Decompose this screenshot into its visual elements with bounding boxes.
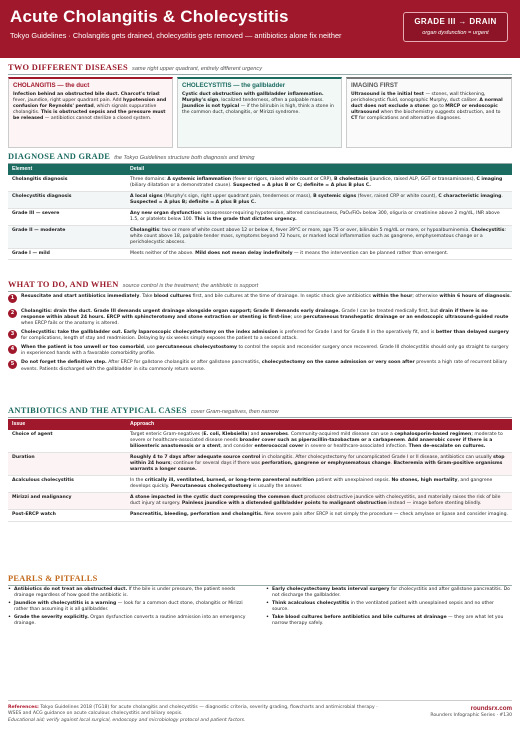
cholecystitis-body: Cystic duct obstruction with gallbladder inflammation. Murphy's sign, localized tenderness, often a palpable mass. Jaundice is not typical — if the bilirubin is high, think a stone in the common duct, cholangitis, or Mirizzi syndrome.: [182, 92, 334, 116]
row-detail: Any new organ dysfunction: vasopressor-requiring hypotension, altered consciousness, PaO₂/FiO₂ below 300, oliguria or creatinine above 2 mg/dL, INR above 1.5, or platelets below 100. This is the grade that dictates urgency.: [126, 209, 512, 226]
step-text: Resuscitate and start antibiotics immediately. Take blood cultures first, and bile cultures at the time of drainage. In septic shock give antibiotics within the hour; otherwise within 6 hours of diagnosis.: [21, 294, 512, 299]
column-header: Element: [8, 164, 126, 175]
section-diagnose: [8, 151, 512, 164]
imaging-body: Ultrasound is the initial test — stones, wall thickening, pericholecystic fluid, sonographic Murphy, duct caliber. A normal duct does not exclude a stone: go to MRCP or endoscopic ultrasound when the biochemistry suggests obstruction, and to CT for complications and alternative diagnoses.: [351, 92, 503, 122]
section-two-diseases: [8, 62, 512, 75]
series-label: Rounders Infographic Series · #130: [430, 713, 512, 719]
pearls-left-column: [8, 587, 254, 629]
section-antibiotics: [8, 405, 512, 418]
section-heading: TWO DIFFERENT DISEASES: [8, 63, 129, 72]
imaging-box: [346, 77, 512, 148]
table-row: [8, 226, 512, 249]
step-text: Do not forget the definitive step. After ERCP for gallstone cholangitis or after gallstone pancreatitis, cholecystectomy on the same admission or very soon after prevents a high rate of recurrent biliary events. Patients discharged with the gallbladder in situ commonly return worse.: [21, 360, 508, 372]
step-item: [8, 360, 512, 372]
section-note: cover Gram-negatives, then narrow: [190, 409, 279, 415]
step-item: [8, 345, 512, 357]
badge-main: GRADE III → DRAIN: [414, 17, 497, 26]
row-approach: A stone impacted in the cystic duct compressing the common duct produces obstructive jaundice with cholecystitis, and materially raises the risk of bile duct injury at surgery. Painless jaundice with a distended gallbladder points to malignant obstruction instead — image before stenting blindly.: [126, 493, 512, 510]
step-item: [8, 309, 512, 327]
column-header: Issue: [8, 419, 126, 430]
table-row: [8, 175, 512, 192]
pearl-item: • Jaundice with cholecystitis is a warning — look for a common duct stone, cholangitis or Mirizzi rather than assuming it is all gallbladder.: [8, 601, 243, 613]
row-element: Grade II — moderate: [8, 226, 126, 249]
row-element: Cholecystitis diagnosis: [8, 191, 126, 208]
row-detail: Meets neither of the above. Mild does not mean delay indefinitely — it means the intervention can be planned rather than emergent.: [126, 249, 512, 260]
row-issue: Duration: [8, 453, 126, 476]
references-text: Tokyo Guidelines 2018 (TG18) for acute cholangitis and cholecystitis — diagnostic criteria, severity grading, flowcharts and antimicrobial therapy · WSES and ACG guidance on acute calculous cholecystitis and biliary sepsis.: [8, 705, 378, 717]
row-issue: Post-ERCP watch: [8, 510, 126, 521]
row-issue: Choice of agent: [8, 430, 126, 453]
section-note: same right upper quadrant, entirely different urgency: [132, 66, 262, 72]
imaging-title: IMAGING FIRST: [351, 82, 398, 89]
section-heading: ANTIBIOTICS AND THE ATYPICAL CASES: [8, 406, 187, 415]
cholangitis-title: CHOLANGITIS — the duct: [13, 82, 90, 89]
bullet-icon: •: [266, 601, 269, 607]
bullet-icon: •: [8, 587, 11, 592]
table-row: [8, 476, 512, 493]
pearls-right-column: [266, 587, 512, 629]
table-row: [8, 209, 512, 226]
cholangitis-body: Infection behind an obstructed bile duct. Charcot's triad: fever, jaundice, right upper quadrant pain. Add hypotension and confusion for Reynolds' pentad, which signals suppurative cholangitis. This is obstructed sepsis and the pressure must be released — antibiotics cannot sterilize a closed system.: [13, 92, 167, 122]
step-text: Cholecystitis: take the gallbladder out. Early laparoscopic cholecystectomy on the index admission is preferred for Grade I and for Grade II in the operatively fit, and is better than delayed surgery for complications, length of stay and readmission. Delaying by six weeks simply exposes the patient to a second attack.: [21, 330, 509, 342]
step-item: [8, 330, 512, 342]
section-what-to-do: [8, 279, 512, 292]
page-title: Acute Cholangitis & Cholecystitis: [10, 7, 289, 26]
row-approach: In the critically ill, ventilated, burned, or long-term parenteral nutrition patient with unexplained sepsis. No stones, high mortality, and gangrene develops quickly. Percutaneous cholecystostomy is usually the answer.: [126, 476, 512, 493]
row-approach: Pancreatitis, bleeding, perforation and cholangitis. New severe pain after ERCP is not simply the procedure — check amylase or lipase and consider imaging.: [126, 510, 512, 521]
pearl-item: • Grade the severity explicitly. Organ dysfunction converts a routine admission into an emergency drainage.: [8, 615, 246, 627]
row-issue: Mirizzi and malignancy: [8, 493, 126, 510]
step-number: 2: [8, 309, 17, 318]
section-heading: DIAGNOSE AND GRADE: [8, 152, 111, 161]
pearl-item: • Think acalculous cholecystitis in the ventilated patient with unexplained sepsis and no other source.: [266, 601, 494, 613]
step-number: 3: [8, 330, 17, 339]
pearl-item: • Antibiotics do not treat an obstructed duct. If the bile is under pressure, the patient needs drainage regardless of how good the antibiotic is.: [8, 587, 236, 599]
section-pearls: [8, 573, 512, 586]
table-row: [8, 510, 512, 521]
section-note: source control is the treatment; the antibiotic is support: [122, 283, 259, 289]
row-approach: Roughly 4 to 7 days after adequate source control in cholangitis. After cholecystectomy for uncomplicated Grade I or II disease, antibiotics can usually stop within 24 hours; continue for several days if there was perforation, gangrene or emphysematous change. Bacteremia with Gram-positive organisms warrants a longer course.: [126, 453, 512, 476]
table-row: [8, 249, 512, 260]
pearl-item: • Early cholecystectomy beats interval surgery for cholecystitis and after gallstone pancreatitis. Do not discharge the gallbladder.: [266, 587, 510, 599]
table-row: [8, 493, 512, 510]
footer-brand: [430, 705, 512, 719]
row-element: Cholangitis diagnosis: [8, 175, 126, 192]
cholecystitis-box: [177, 77, 342, 148]
column-header: Approach: [126, 419, 512, 430]
row-element: Grade I — mild: [8, 249, 126, 260]
step-item: [8, 294, 512, 306]
step-number: 4: [8, 345, 17, 354]
pearl-item: • Take blood cultures before antibiotics and bile cultures at drainage — they are what let you narrow therapy safely.: [266, 615, 504, 627]
bullet-icon: •: [266, 587, 269, 592]
bullet-icon: •: [266, 615, 269, 621]
site-link[interactable]: roundsrx.com: [470, 705, 512, 712]
antibiotics-table: [8, 419, 512, 522]
cholangitis-box: [8, 77, 173, 148]
step-number: 5: [8, 360, 17, 369]
table-row: [8, 430, 512, 453]
page-header: [0, 0, 520, 58]
section-note: the Tokyo Guidelines structure both diagnosis and timing: [114, 155, 255, 161]
row-detail: Three domains: A systemic inflammation (fever or rigors, raised white count or CRP), B cholestasis (jaundice, raised ALP, GGT or transaminases), C imaging (biliary dilatation or a demonstrated cause). Suspected = A plus B or C; definite = A plus B plus C.: [126, 175, 512, 192]
diagnose-table: [8, 164, 512, 260]
row-detail: A local signs (Murphy's sign, right upper quadrant pain, tenderness or mass), B systemic signs (fever, raised CRP or white count), C characteristic imaging. Suspected = A plus B; definite = A plus B plus C.: [126, 191, 512, 208]
cholecystitis-title: CHOLECYSTITIS — the gallbladder: [182, 82, 286, 89]
row-element: Grade III — severe: [8, 209, 126, 226]
footer: [8, 700, 512, 724]
bullet-icon: •: [8, 601, 11, 607]
references-label: References:: [8, 705, 39, 710]
page-subtitle: Tokyo Guidelines · Cholangitis gets drained, cholecystitis gets removed — antibiotics alone fix neither: [10, 31, 342, 40]
step-number: 1: [8, 294, 17, 303]
step-text: When the patient is too unwell or too comorbid, use percutaneous cholecystostomy to control the sepsis and reconsider surgery once recovered. Grade III cholecystitis should only go straight to surgery in experienced hands with a favorable comorbidity profile.: [21, 345, 509, 357]
grade-badge: [403, 12, 508, 42]
row-approach: Target enteric Gram-negatives (E. coli, Klebsiella) and anaerobes. Community-acquired mild disease can use a cephalosporin-based regimen; moderate to severe or healthcare-associated disease needs broader cover such as piperacillin-tazobactam or a carbapenem. Add anaerobic cover if there is a bilioenteric anastomosis or a stent, and consider enterococcal cover in severe or healthcare-associated infection. Then de-escalate on cultures.: [126, 430, 512, 453]
section-heading: WHAT TO DO, AND WHEN: [8, 280, 119, 289]
column-header: Detail: [126, 164, 512, 175]
row-issue: Acalculous cholecystitis: [8, 476, 126, 493]
references: [8, 705, 388, 717]
disclaimer: Educational aid; verify against local surgical, endoscopy and microbiology protocol and patient factors.: [8, 718, 246, 724]
table-row: [8, 191, 512, 208]
table-row: [8, 453, 512, 476]
bullet-icon: •: [8, 615, 11, 621]
step-text: Cholangitis: drain the duct. Grade III demands urgent drainage alongside organ support; Grade II demands early drainage. Grade I can be treated medically first, but drain if there is no response within about 24 hours. ERCP with sphincterotomy and stone extraction or stenting is first-line; use percutaneous transhepatic drainage or an endoscopic ultrasound-guided route when ERCP fails or the anatomy is altered.: [21, 309, 509, 327]
badge-sub: organ dysfunction = urgent: [422, 29, 489, 36]
steps-list: [8, 294, 512, 376]
row-detail: Cholangitis: two or more of white count above 12 or below 4, fever 39°C or more, age 75 or over, bilirubin 5 mg/dL or more, or hypoalbuminemia. Cholecystitis: white count above 18, palpable tender mass, symptoms beyond 72 hours, or marked local inflammation such as gangrene, emphysematous change or a pericholecystic abscess.: [126, 226, 512, 249]
section-heading: PEARLS & PITFALLS: [8, 574, 98, 583]
